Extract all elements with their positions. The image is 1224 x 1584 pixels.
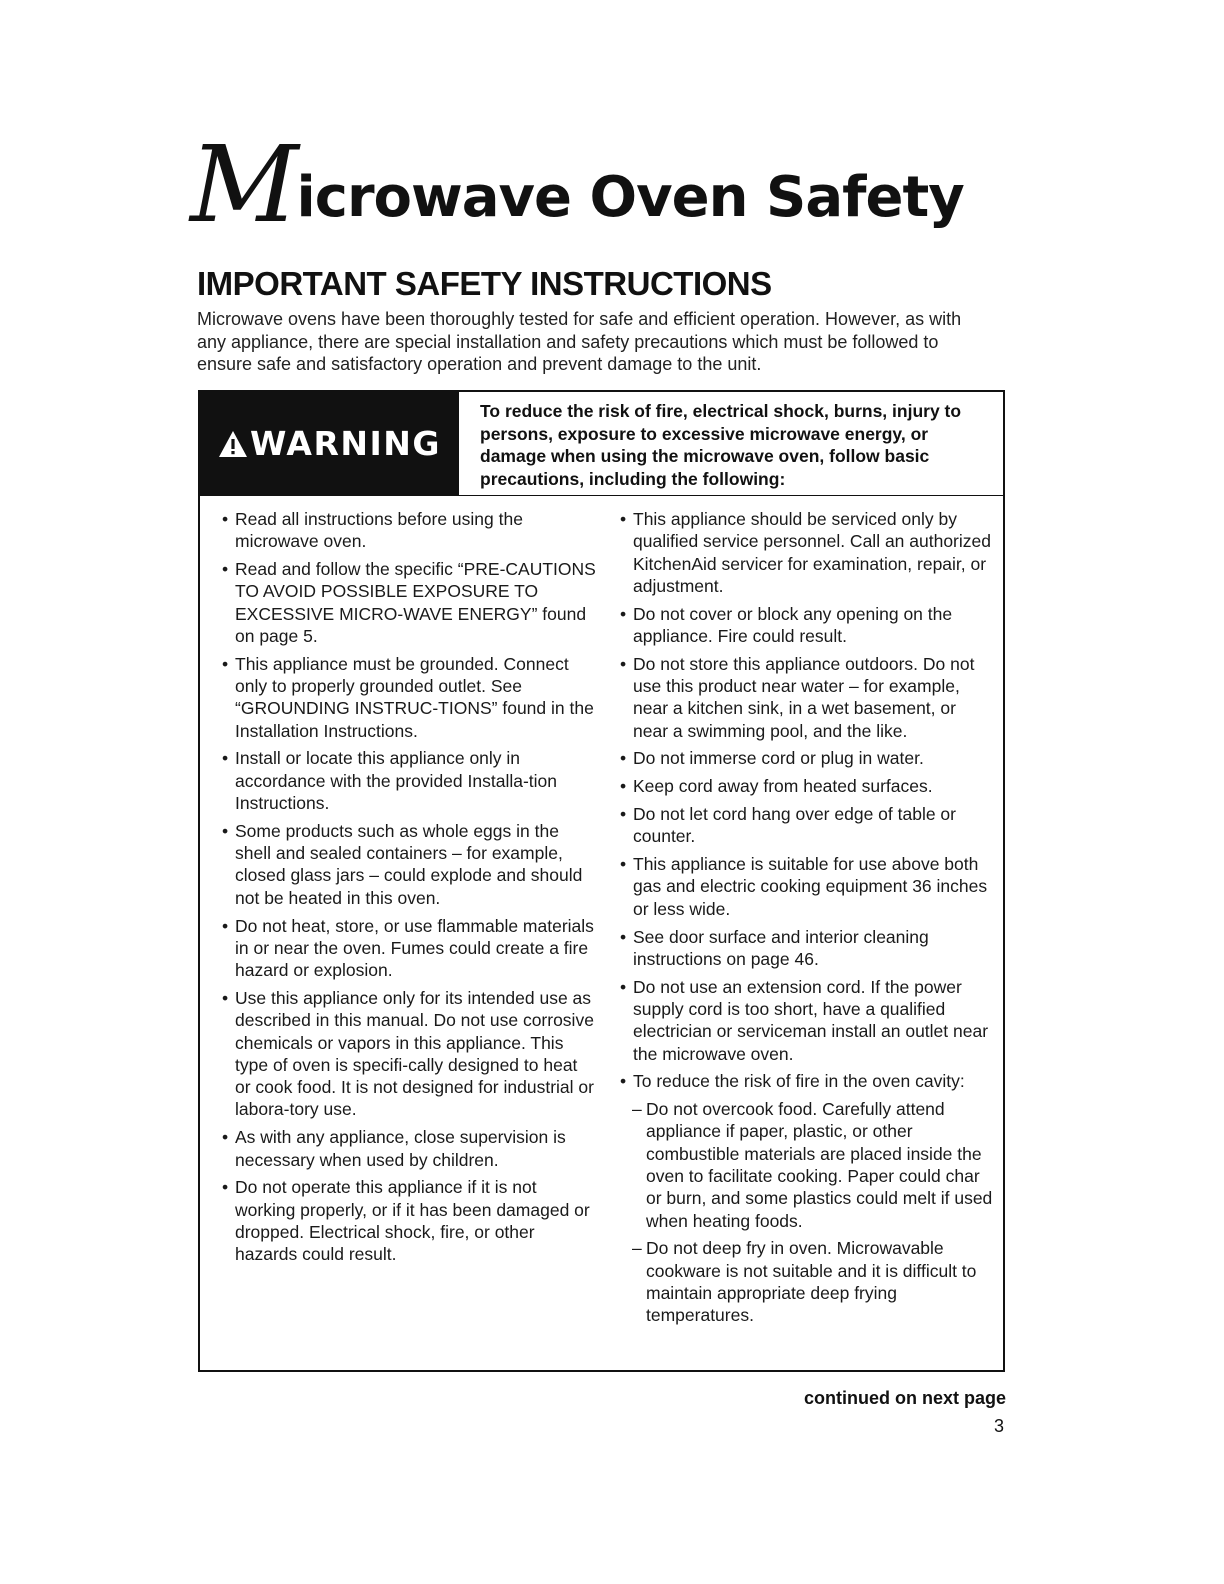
list-item: • Do not heat, store, or use flammable materials in or near the oven. Fumes could create a fire hazard or explosion. (222, 915, 597, 982)
sub-list-item: – Do not overcook food. Carefully attend appliance if paper, plastic, or other combustible materials are placed inside the oven to facilitate cooking. Paper could char or burn, and some plastics could melt if used when heating foods. (620, 1098, 995, 1232)
warning-text: To reduce the risk of fire, electrical shock, burns, injury to persons, exposure to excessive microwave energy, or damage when using the microwave oven, follow basic precautions, including the following: (480, 401, 962, 489)
list-item: • Use this appliance only for its intended use as described in this manual. Do not use corrosive chemicals or vapors in this appliance. This type of oven is specifi-cally designed to heat or cook food. It is not designed for industrial or labora-tory use. (222, 987, 597, 1121)
list-item: • Do not let cord hang over edge of table or counter. (620, 803, 995, 848)
title-initial: M (190, 123, 295, 246)
list-item: • To reduce the risk of fire in the oven cavity: (620, 1070, 995, 1092)
list-item: • Do not store this appliance outdoors. Do not use this product near water – for example, near a kitchen sink, in a wet basement, or near a swimming pool, and the like. (620, 653, 995, 742)
list-item: • See door surface and interior cleaning instructions on page 46. (620, 926, 995, 971)
list-item: • Install or locate this appliance only in accordance with the provided Installa-tion Instructions. (222, 747, 597, 814)
list-item: • This appliance is suitable for use above both gas and electric cooking equipment 36 inches or less wide. (620, 853, 995, 920)
list-item: • Do not operate this appliance if it is not working properly, or if it has been damaged or dropped. Electrical shock, fire, or other hazards could result. (222, 1176, 597, 1265)
page-number: 3 (993, 1416, 1004, 1436)
list-item: • Some products such as whole eggs in the shell and sealed containers – for example, closed glass jars – could explode and should not be heated in this oven. (222, 820, 597, 909)
warning-box (198, 390, 1005, 1372)
continued-note: continued on next page (803, 1388, 1006, 1408)
warning-label-text: WARNING (250, 424, 441, 463)
list-item: • Read and follow the specific “PRE-CAUTIONS TO AVOID POSSIBLE EXPOSURE TO EXCESSIVE MICRO-WAVE ENERGY” found on page 5. (222, 558, 597, 647)
list-item: • Keep cord away from heated surfaces. (620, 775, 995, 797)
list-item: • As with any appliance, close supervision is necessary when used by children. (222, 1126, 597, 1171)
warning-label (200, 392, 459, 495)
section-heading: IMPORTANT SAFETY INSTRUCTIONS (197, 265, 772, 302)
sub-list-item: – Do not deep fry in oven. Microwavable cookware is not suitable and it is difficult to maintain appropriate deep frying temperatures. (620, 1237, 995, 1326)
intro-paragraph: Microwave ovens have been thoroughly tested for safe and efficient operation. However, as with any appliance, there are special installation and safety precautions which must be followed to ensure safe and satisfactory operation and prevent damage to the unit. (197, 309, 962, 374)
list-item: • This appliance must be grounded. Connect only to properly grounded outlet. See “GROUNDING INSTRUC-TIONS” found in the Installation Instructions. (222, 653, 597, 742)
list-item: • Read all instructions before using the microwave oven. (222, 508, 597, 553)
page-title (190, 123, 964, 246)
title-text: icrowave Oven Safety (296, 165, 964, 230)
warning-triangle-icon (218, 430, 248, 458)
left-instruction-list (222, 508, 597, 1271)
list-item: • This appliance should be serviced only by qualified service personnel. Call an authorized KitchenAid servicer for examination, repair, or adjustment. (620, 508, 995, 597)
list-item: • Do not use an extension cord. If the power supply cord is too short, have a qualified electrician or serviceman install an outlet near the microwave oven. (620, 976, 995, 1065)
list-item: • Do not cover or block any opening on the appliance. Fire could result. (620, 603, 995, 648)
divider (200, 495, 1003, 496)
right-instruction-list (620, 508, 995, 1332)
list-item: • Do not immerse cord or plug in water. (620, 747, 995, 769)
